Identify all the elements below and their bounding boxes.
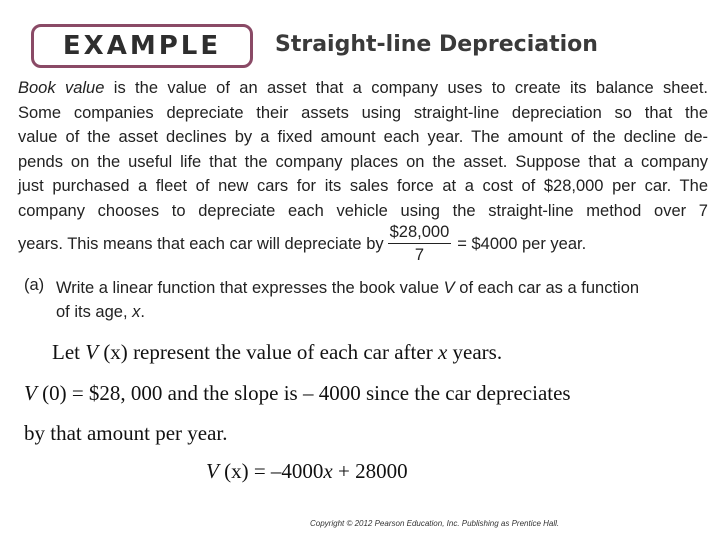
solution-line-2 (24, 381, 571, 406)
part-a-question (56, 276, 716, 324)
intro-line-2: Some companies depreciate their assets using straight-line depreciation so that the (18, 103, 708, 122)
equation-arg: (x) (218, 459, 249, 483)
intro-line-6: company chooses to depreciate each vehicle using the straight-line method over 7 (18, 201, 708, 220)
solution-line-1-start: Let (52, 340, 86, 364)
fraction-numerator: $28,000 (388, 222, 452, 244)
intro-line-7-end: = $4000 per year. (457, 234, 587, 253)
depreciation-fraction (388, 222, 452, 266)
intro-line-3: value of the asset declines by a fixed amount each year. The amount of the decline de- (18, 128, 708, 146)
solution-line-1-arg: (x) (98, 340, 128, 364)
intro-line-4: pends on the useful life that the company places on the asset. Suppose that a company (18, 152, 708, 171)
solution-line-1-end: years. (447, 340, 503, 364)
equation-var: x (323, 459, 333, 483)
intro-line-7 (18, 222, 586, 266)
intro-line-1 (18, 76, 708, 101)
part-a-label: (a) (24, 276, 45, 294)
intro-line-5: just purchased a fleet of new cars for its sales force at a cost of $28,000 per car. The (18, 177, 708, 195)
example-badge (31, 24, 253, 68)
solution-line-1-func: V (85, 340, 99, 364)
part-a-var-x: x (132, 303, 141, 321)
part-a-var-v: V (443, 279, 455, 297)
linear-function-equation (206, 459, 408, 484)
book-value-term: Book value (18, 79, 105, 97)
solution-line-1-rest: represent the value of each car after (127, 340, 438, 364)
solution-line-1-var: x (437, 340, 448, 364)
equation-end: + 28000 (332, 459, 408, 483)
intro-line-7-start: years. This means that each car will depreciate by (18, 234, 384, 253)
page-title: Straight-line Depreciation (275, 32, 598, 57)
part-a-text-1: Write a linear function that expresses the book value (56, 279, 444, 297)
equation-rest: = –4000 (248, 459, 324, 483)
part-a-text-4: . (140, 303, 145, 321)
solution-line-1 (52, 340, 502, 365)
equation-func: V (206, 459, 219, 483)
copyright-notice: Copyright © 2012 Pearson Education, Inc. Publishing as Prentice Hall. (310, 519, 560, 528)
part-a-text-2: of each car as a function (454, 279, 640, 297)
fraction-denominator: 7 (414, 246, 425, 264)
intro-paragraph (18, 76, 708, 223)
solution-line-2-rest: (0) = $28, 000 and the slope is – 4000 since the car depreciates (36, 381, 571, 405)
solution-line-2-func: V (24, 381, 37, 405)
part-a-text-3: of its age, (56, 303, 133, 321)
intro-line-1-rest: is the value of an asset that a company uses to create its balance sheet. (104, 79, 709, 97)
solution-line-3: by that amount per year. (24, 421, 228, 445)
example-badge-label: EXAMPLE (62, 31, 222, 61)
